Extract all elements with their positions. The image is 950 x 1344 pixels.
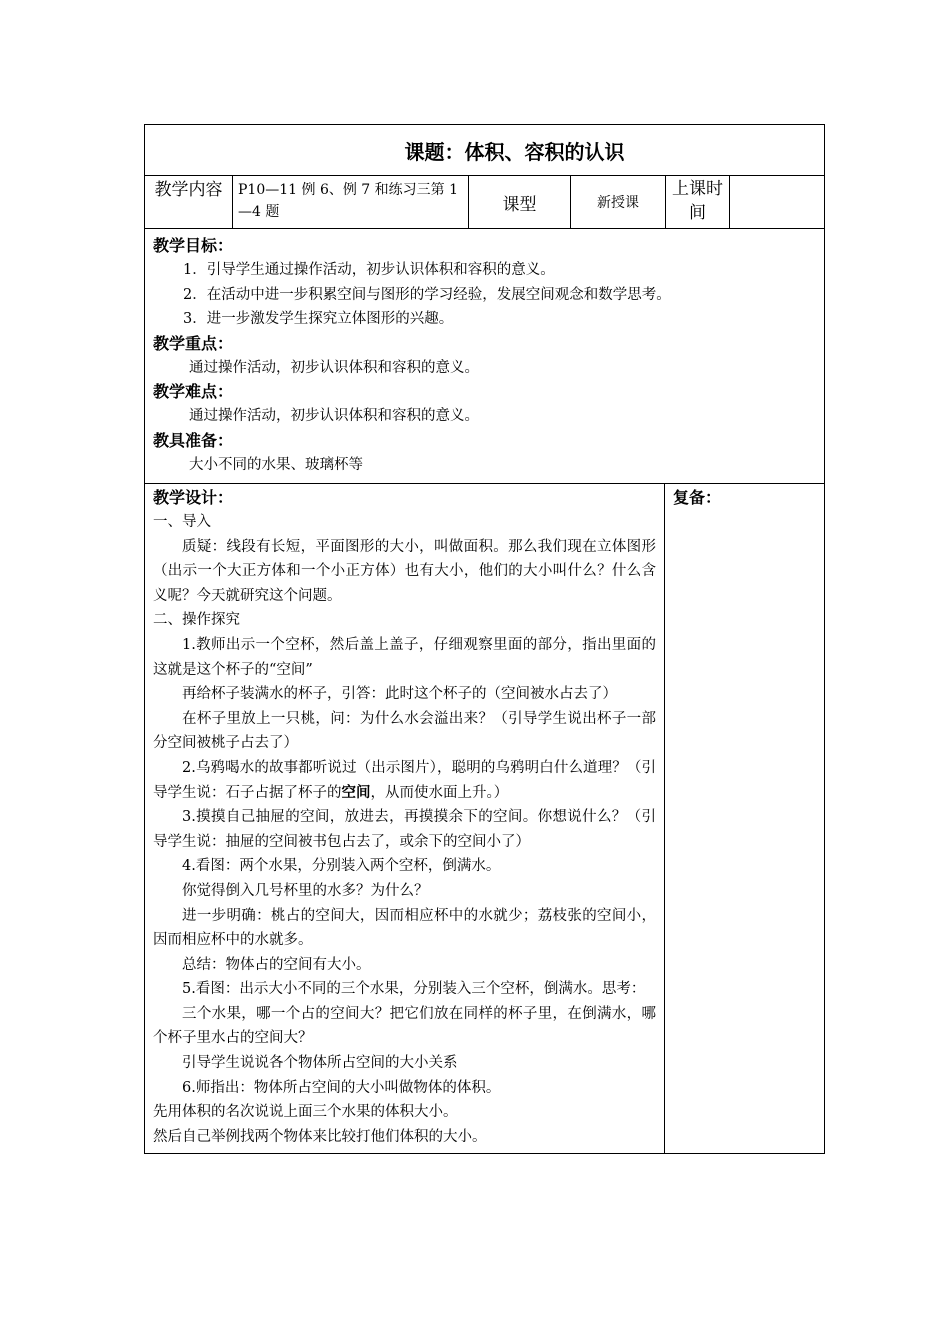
- difficulty-text: 通过操作活动，初步认识体积和容积的意义。: [189, 408, 479, 424]
- design-paragraph: [153, 756, 656, 805]
- key-text: 通过操作活动，初步认识体积和容积的意义。: [189, 359, 479, 376]
- content-label: 教学内容: [145, 176, 233, 228]
- design-text: 2.乌鸦喝水的故事都听说过（出示图片），聪明的乌鸦明白什么道理？（引导学生说：石子占据了杯子的: [153, 759, 656, 801]
- lesson-title: 课题：体积、容积的认识: [145, 125, 824, 176]
- design-heading: 教学设计：: [153, 488, 234, 507]
- info-row: [145, 176, 824, 229]
- design-paragraph: 再给杯子装满水的杯子，引答：此时这个杯子的（空间被水占去了）: [182, 686, 617, 703]
- lesson-plan-table: [144, 124, 825, 1154]
- section-explore-heading: 二、操作探究: [153, 612, 240, 629]
- design-paragraph: 质疑：线段有长短，平面图形的大小，叫做面积。那么我们现在立体图形（出示一个大正方体和一个小正方体）也有大小，他们的大小叫什么？什么含义呢？今天就研究这个问题。: [153, 538, 656, 604]
- emphasis-text: 空间: [341, 783, 371, 801]
- design-paragraph: 先用体积的名次说说上面三个水果的体积大小。: [153, 1104, 458, 1121]
- design-paragraph: 进一步明确：桃占的空间大，因而相应杯中的水就少；荔枝张的空间小，因而相应杯中的水就多。: [153, 907, 656, 949]
- design-paragraph: 然后自己举例找两个物体来比较打他们体积的大小。: [153, 1128, 487, 1145]
- objectives-heading: 教学目标：: [153, 236, 234, 255]
- time-label: 上课时间: [666, 176, 730, 228]
- key-heading: 教学重点：: [153, 333, 234, 353]
- design-paragraph: 总结：物体占的空间有大小。: [182, 956, 371, 973]
- content-value: P10—11 例 6、例 7 和练习三第 1—4 题: [233, 176, 469, 228]
- design-paragraph: 1.教师出示一个空杯，然后盖上盖子，仔细观察里面的部分，指出里面的这就是这个杯子的“空间”: [153, 636, 656, 678]
- type-label: 课型: [469, 176, 571, 228]
- time-value: [730, 176, 824, 228]
- objective-item: 2．在活动中进一步积累空间与图形的学习经验，发展空间观念和数学思考。: [183, 286, 671, 303]
- design-paragraph: 在杯子里放上一只桃，问：为什么水会溢出来？（引导学生说出杯子一部分空间被桃子占去了）: [153, 710, 656, 752]
- difficulty-heading: 教学难点：: [153, 382, 234, 401]
- review-heading: 复备：: [673, 488, 722, 507]
- design-paragraph: 你觉得倒入几号杯里的水多？为什么？: [182, 882, 429, 899]
- design-text: ，从而使水面上升。）: [370, 784, 509, 801]
- materials-heading: 教具准备：: [153, 430, 234, 450]
- objective-item: 3．进一步激发学生探究立体图形的兴趣。: [183, 311, 454, 327]
- review-column: [665, 484, 824, 1153]
- design-row: [145, 484, 824, 1153]
- type-value: 新授课: [571, 176, 666, 228]
- design-content: [145, 484, 665, 1153]
- design-paragraph: 4.看图：两个水果，分别装入两个空杯，倒满水。: [182, 858, 501, 875]
- design-paragraph: 三个水果，哪一个占的空间大？把它们放在同样的杯子里，在倒满水，哪个杯子里水占的空间大？: [153, 1005, 656, 1047]
- section-intro-heading: 一、导入: [153, 514, 211, 530]
- goals-section: [145, 229, 824, 484]
- design-paragraph: 6.师指出：物体所占空间的大小叫做物体的体积。: [182, 1079, 501, 1096]
- objective-item: 1．引导学生通过操作活动，初步认识体积和容积的意义。: [183, 262, 555, 278]
- design-paragraph: 5.看图：出示大小不同的三个水果，分别装入三个空杯，倒满水。思考：: [182, 981, 646, 998]
- design-paragraph: 引导学生说说各个物体所占空间的大小关系: [182, 1055, 458, 1072]
- design-paragraph: 3.摸摸自己抽屉的空间，放进去，再摸摸余下的空间。你想说什么？（引导学生说：抽屉的空间被书包占去了，或余下的空间小了）: [153, 809, 656, 850]
- materials-text: 大小不同的水果、玻璃杯等: [189, 456, 363, 473]
